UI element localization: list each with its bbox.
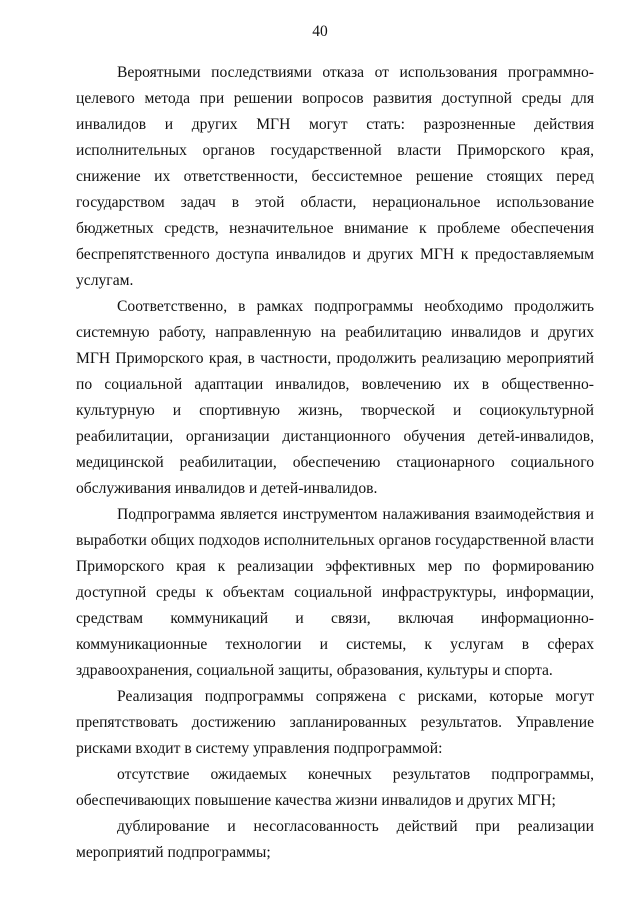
paragraph-consequences: Вероятными последствиями отказа от использования программно-целевого метода при решении вопросов развития доступной среды для инвалидов и других МГН могут стать: разрозненные действия исполнительных органов государственной власти Приморского края, снижение их ответственности, бессистемное решение стоящих перед государством задач в этой области, нерациональное использование бюджетных средств, незначительное внимание к проблеме обеспечения беспрепятственного доступа инвалидов и других МГН к предоставляемым услугам. [76,64,594,289]
document-body [76,60,594,866]
list-item-risk-duplication: дублирование и несогласованность действий при реализации мероприятий подпрограммы; [76,818,594,861]
paragraph-risks: Реализация подпрограммы сопряжена с рисками, которые могут препятствовать достижению запланированных результатов. Управление рисками входит в систему управления подпрограммой: [76,688,594,757]
paragraph-rehabilitation-work: Соответственно, в рамках подпрограммы необходимо продолжить системную работу, направленную на реабилитацию инвалидов и других МГН Приморского края, в частности, продолжить реализацию мероприятий по социальной адаптации инвалидов, вовлечению их в общественно-культурную и спортивную жизнь, творческой и социокультурной реабилитации, организации дистанционного обучения детей-инвалидов, медицинской реабилитации, обеспечению стационарного социального обслуживания инвалидов и детей-инвалидов. [76,298,594,497]
list-item-risk-no-results: отсутствие ожидаемых конечных результатов подпрограммы, обеспечивающих повышение качества жизни инвалидов и других МГН; [76,766,594,809]
page-number: 40 [312,23,328,40]
paragraph-subprogram-instrument: Подпрограмма является инструментом налаживания взаимодействия и выработки общих подходов исполнительных органов государственной власти Приморского края к реализации эффективных мер по формированию доступной среды к объектам социальной инфраструктуры, информации, средствам коммуникаций и связи, включая информационно-коммуникационные технологии и системы, к услугам в сферах здравоохранения, социальной защиты, образования, культуры и спорта. [76,506,594,679]
